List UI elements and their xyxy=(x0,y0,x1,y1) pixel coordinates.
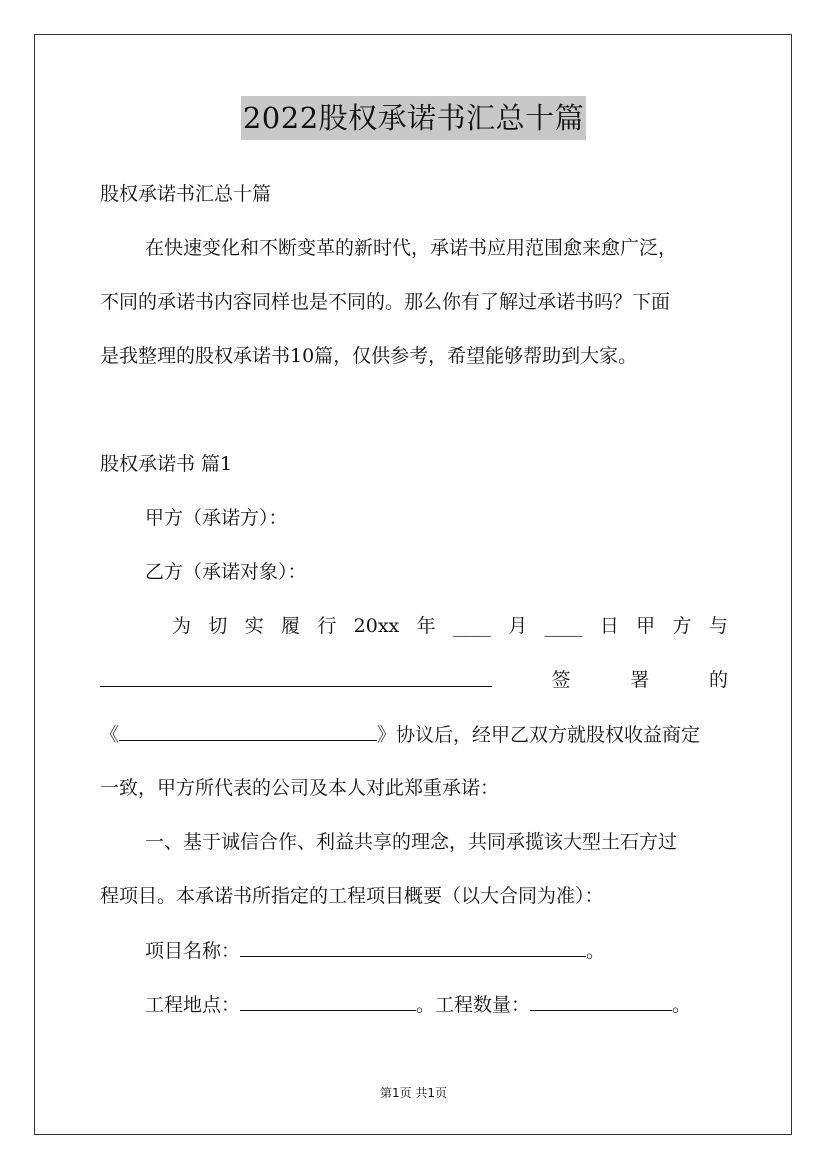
intro-line-1: 在快速变化和不断变革的新时代，承诺书应用范围愈来愈广泛， xyxy=(145,237,678,259)
project-name-end: 。 xyxy=(586,940,606,962)
blank-quantity xyxy=(530,992,672,1011)
fulfill-word: ____ xyxy=(544,615,583,637)
signed-line xyxy=(100,668,728,692)
signed-word-2: 署 xyxy=(630,669,650,691)
agreement-open-bracket: 《 xyxy=(100,724,120,746)
signed-word-1: 签 xyxy=(551,669,571,691)
intro-line-2: 不同的承诺书内容同样也是不同的。那么你有了解过承诺书吗？下面 xyxy=(100,291,671,313)
agreement-rest: 》协议后，经甲乙双方就股权收益商定 xyxy=(377,724,701,746)
fulfill-clause-line xyxy=(172,614,728,638)
fulfill-word: 年 xyxy=(416,615,436,637)
title-container xyxy=(0,96,827,140)
clause-1-line-1: 一、基于诚信合作、利益共享的理念，共同承揽该大型土石方过 xyxy=(145,831,678,853)
clause-1-line-2: 程项目。本承诺书所指定的工程项目概要（以大合同为准）： xyxy=(100,885,604,907)
location-end: 。 xyxy=(416,994,436,1016)
blank-location xyxy=(240,992,416,1011)
fulfill-word: 切 xyxy=(208,615,228,637)
fulfill-word: 行 xyxy=(317,615,337,637)
fulfill-word: 履 xyxy=(280,615,300,637)
fulfill-word: 方 xyxy=(672,615,692,637)
agreement-line xyxy=(100,722,728,747)
fulfill-word: ____ xyxy=(452,615,491,637)
party-a-label: 甲方（承诺方）： xyxy=(145,507,288,529)
fulfill-word: 甲 xyxy=(636,615,656,637)
fulfill-word: 20xx xyxy=(353,615,400,637)
quantity-end: 。 xyxy=(672,994,692,1016)
fulfill-word: 日 xyxy=(599,615,619,637)
signed-word-3: 的 xyxy=(708,669,728,691)
party-b-label: 乙方（承诺对象）： xyxy=(145,561,307,583)
section-heading: 股权承诺书 篇1 xyxy=(100,453,233,475)
page-footer: 第1页 共1页 xyxy=(379,1086,448,1100)
project-name-line xyxy=(145,938,773,963)
fulfill-word: 与 xyxy=(708,615,728,637)
document-title: 2022股权承诺书汇总十篇 xyxy=(241,96,586,140)
quantity-label: 工程数量： xyxy=(435,994,531,1016)
blank-agreement-name xyxy=(119,722,377,741)
fulfill-word: 实 xyxy=(244,615,264,637)
blank-project-name xyxy=(240,938,586,957)
fulfill-word: 为 xyxy=(172,615,192,637)
blank-party-name xyxy=(100,668,492,687)
intro-line-3: 是我整理的股权承诺书10篇，仅供参考，希望能够帮助到大家。 xyxy=(100,345,638,367)
fulfill-word: 月 xyxy=(508,615,528,637)
agreement-line-2: 一致，甲方所代表的公司及本人对此郑重承诺： xyxy=(100,777,500,799)
location-quantity-line xyxy=(145,992,773,1017)
document-subtitle: 股权承诺书汇总十篇 xyxy=(100,183,272,205)
location-label: 工程地点： xyxy=(145,994,241,1016)
project-name-label: 项目名称： xyxy=(145,940,241,962)
